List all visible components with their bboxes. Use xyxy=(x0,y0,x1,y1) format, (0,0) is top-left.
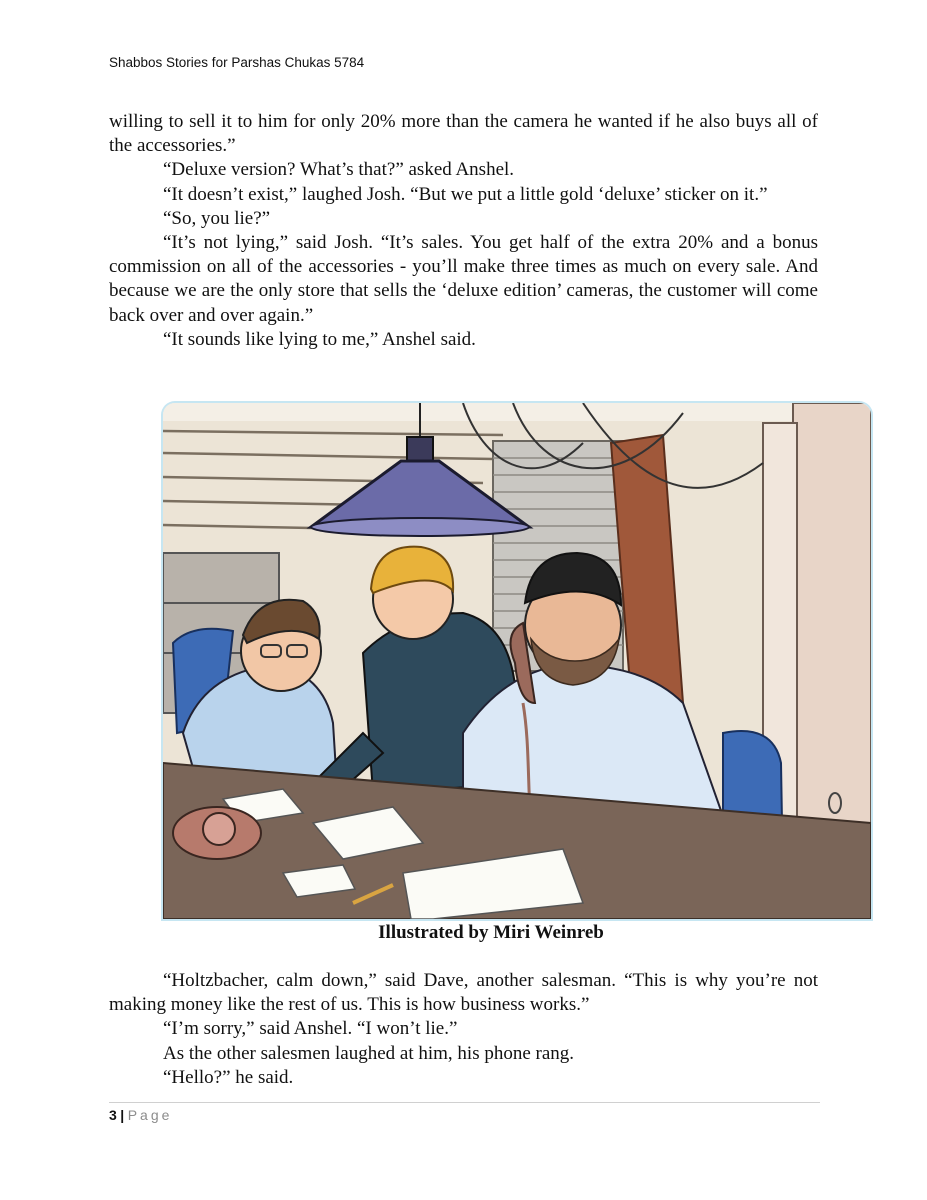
paragraph: “So, you lie?” xyxy=(163,207,271,229)
page-label: Page xyxy=(127,1107,173,1123)
page-number: 3 xyxy=(109,1107,118,1123)
footer-divider xyxy=(109,1102,820,1103)
paragraph: “Hello?” he said. xyxy=(163,1066,294,1088)
paragraph: “It’s not lying,” said Josh. “It’s sales. You get half of the extra 20% and a bonus commission on all of the accessories - you’ll make three times as much on every sale. And because we are the only store that sells the ‘deluxe edition’ cameras, the customer will come back over and over again.” xyxy=(109,232,818,326)
story-text-top xyxy=(109,110,818,352)
paragraph: “I’m sorry,” said Anshel. “I won’t lie.” xyxy=(163,1018,458,1040)
page-footer xyxy=(109,1107,172,1123)
paragraph: As the other salesmen laughed at him, his phone rang. xyxy=(163,1042,575,1064)
story-text-bottom xyxy=(109,969,818,1090)
footer-separator: | xyxy=(120,1107,125,1123)
paragraph: “It doesn’t exist,” laughed Josh. “But we put a little gold ‘deluxe’ sticker on it.” xyxy=(163,183,768,205)
page-header: Shabbos Stories for Parshas Chukas 5784 xyxy=(109,55,365,70)
story-illustration xyxy=(163,403,871,919)
paragraph: willing to sell it to him for only 20% more than the camera he wanted if he also buys all of the accessories.” xyxy=(109,111,818,157)
paragraph: “Holtzbacher, calm down,” said Dave, another salesman. “This is why you’re not making money like the rest of us. This is how business works.” xyxy=(109,970,818,1016)
paragraph: “It sounds like lying to me,” Anshel said. xyxy=(163,328,476,350)
paragraph: “Deluxe version? What’s that?” asked Anshel. xyxy=(163,159,515,181)
illustration-caption: Illustrated by Miri Weinreb xyxy=(378,922,604,943)
